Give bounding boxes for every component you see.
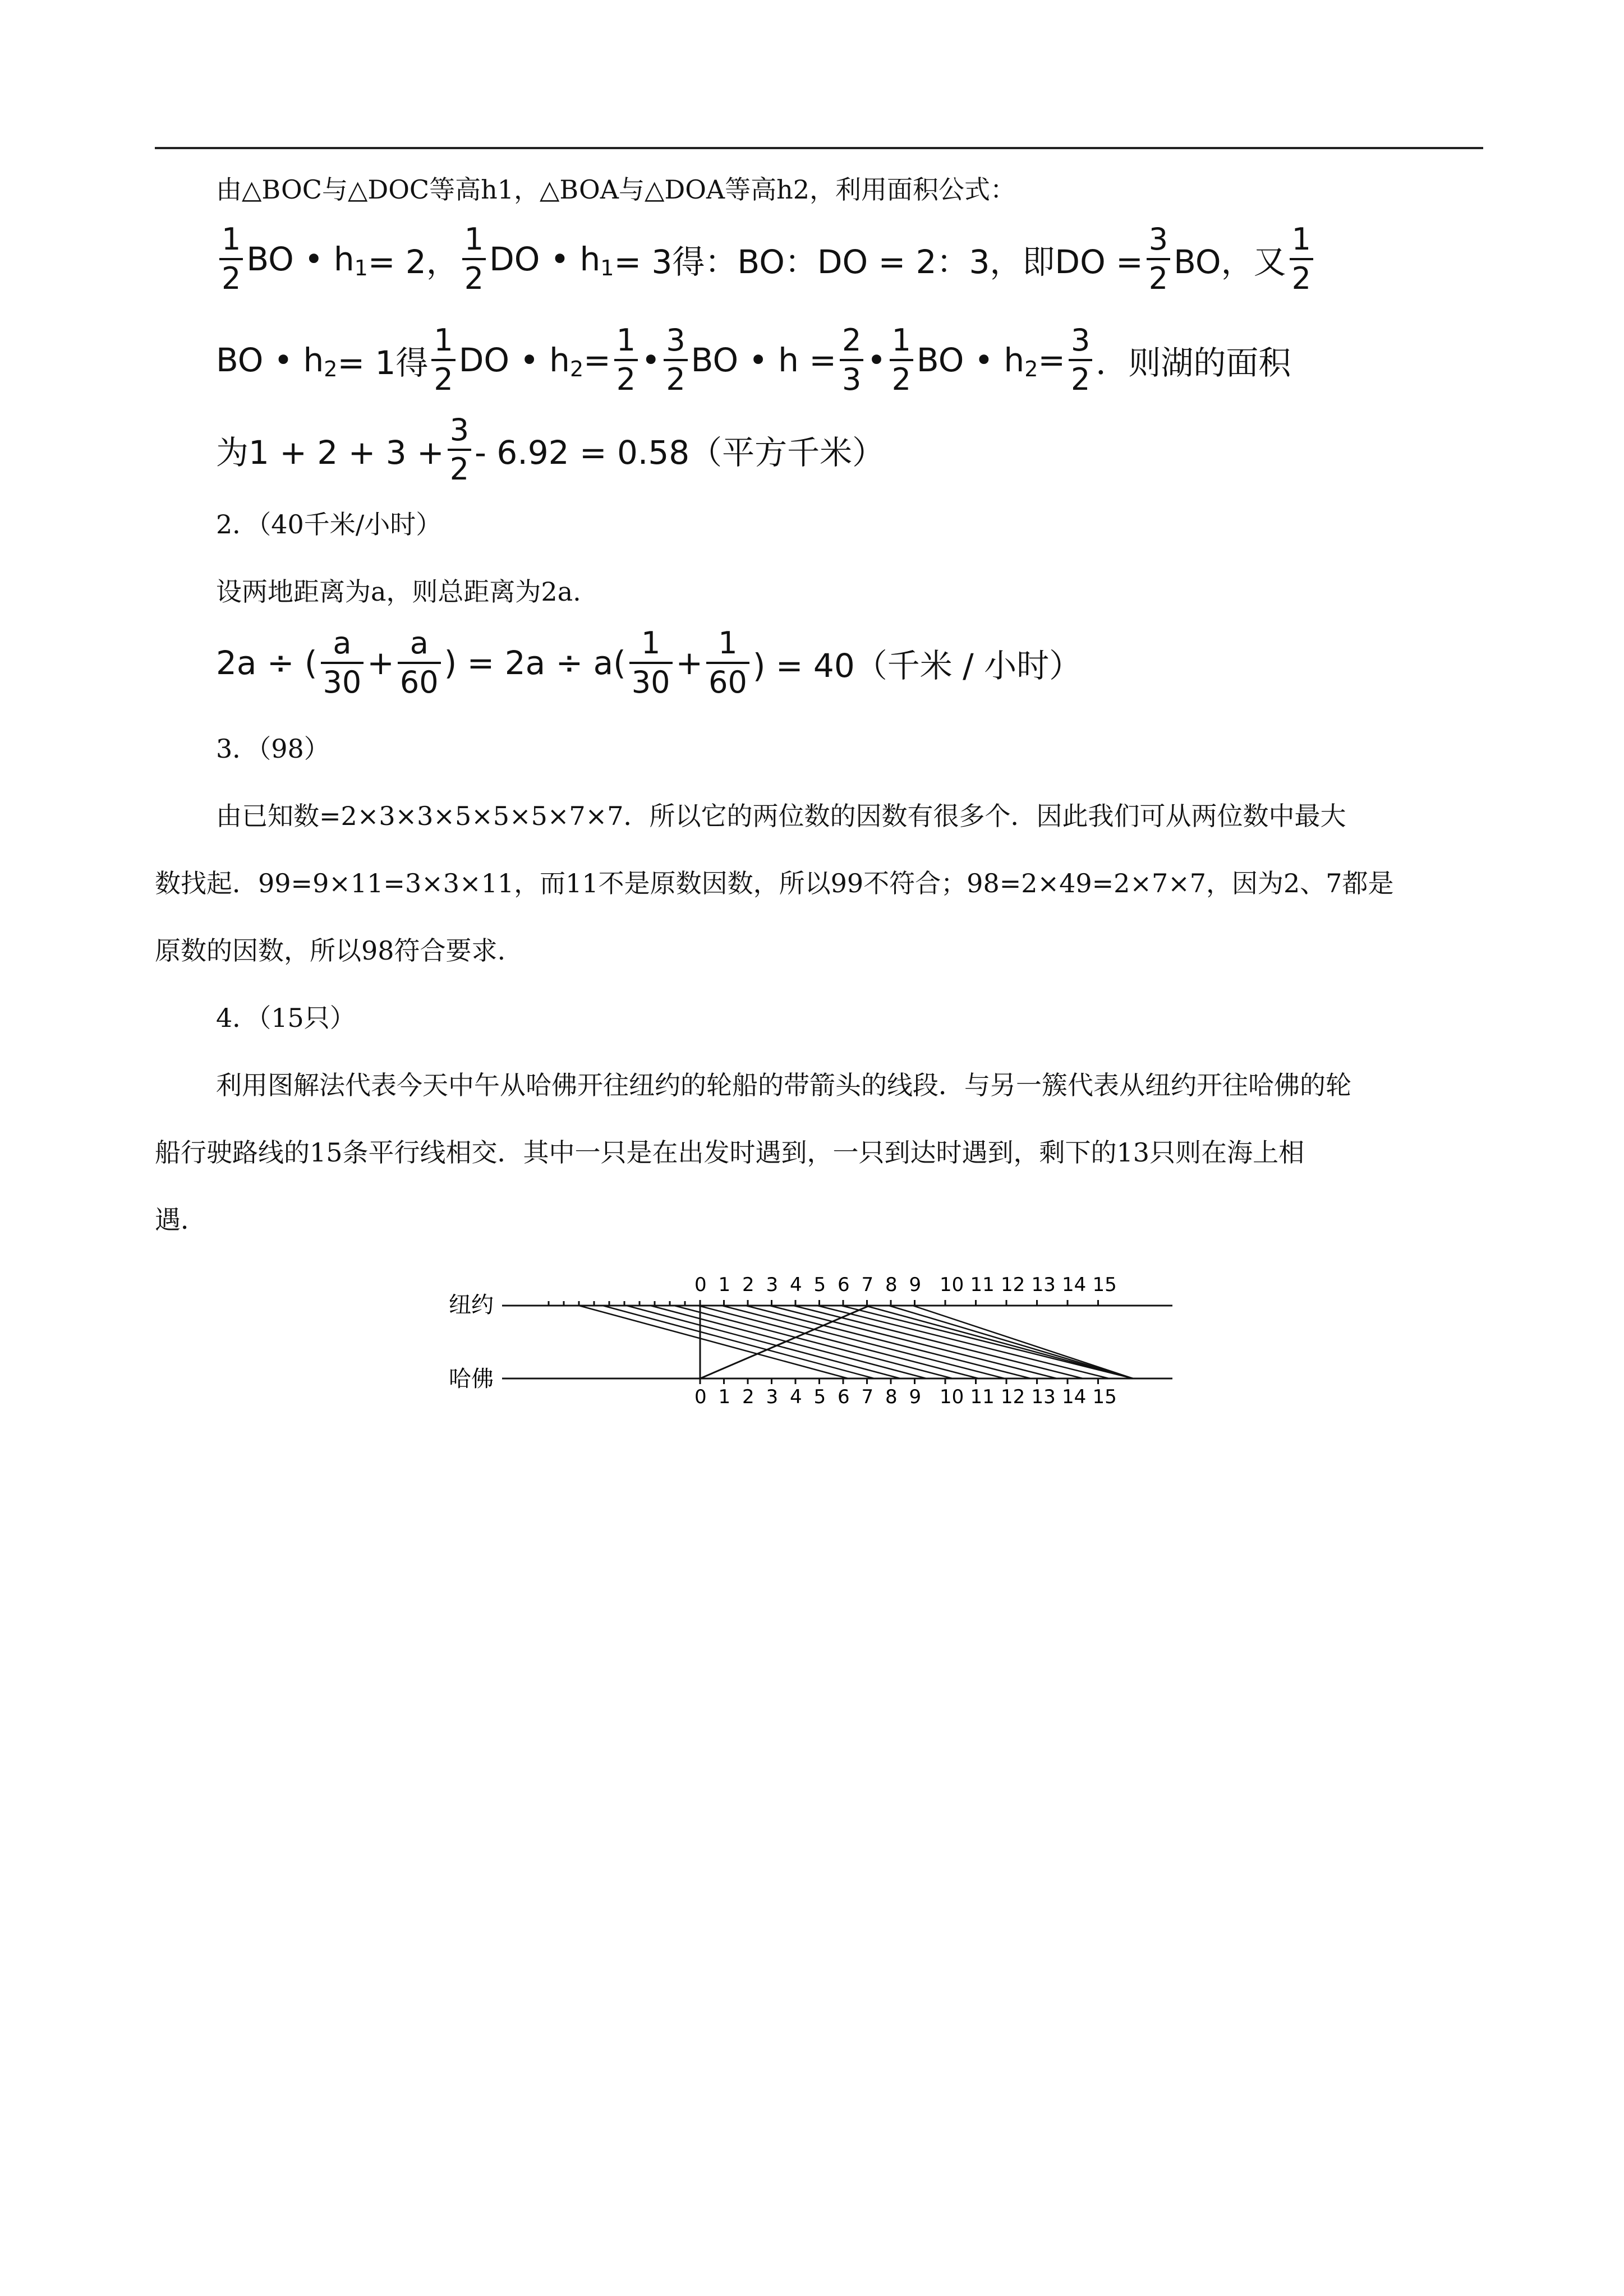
top-tick-label: 13	[1031, 1274, 1056, 1296]
math-line-1: $\frac{1}{2}$ BO • h 1 = 2， $\frac{1}{2}$ DO • h 1 = 3得：BO：DO = 2：3，即DO = $\frac{3}{2}$ BO，又 $\frac{1}{2}$	[216, 224, 1317, 294]
question-2-text: 设两地距离为a，则总距离为2a.	[216, 577, 581, 607]
text-line-area-intro: 由△BOC与△DOC等高h1，△BOA与△DOA等高h2，利用面积公式：	[216, 174, 1016, 205]
question-4-heading: 4．（15只）	[216, 1003, 356, 1033]
question-3-paragraph-line-2: 数找起．99=9×11=3×3×11，而11不是原数因数，所以99不符合；98=2×49=2×7×7，因为2、7都是	[155, 868, 1394, 898]
question-4-paragraph-line-2: 船行驶路线的15条平行线相交．其中一只是在出发时遇到，一只到达时遇到，剩下的13只则在海上相	[155, 1137, 1305, 1168]
top-tick-label: 3	[766, 1274, 779, 1296]
top-tick-label: 1	[718, 1274, 731, 1296]
label-harvard: 哈佛	[449, 1366, 494, 1392]
fraction: $\frac{3}{2}$	[1147, 224, 1170, 294]
math-line-3: 为1 + 2 + 3 + $\frac{3}{2}$ - 6.92 = 0.58（平方千米）	[216, 412, 885, 487]
label-new-york: 纽约	[449, 1292, 494, 1318]
bottom-tick-label: 15	[1092, 1386, 1117, 1408]
bottom-tick-label: 8	[885, 1386, 898, 1408]
bottom-tick-label: 14	[1062, 1386, 1087, 1408]
bottom-tick-label: 9	[909, 1386, 922, 1408]
bottom-tick-label: 2	[742, 1386, 755, 1408]
bottom-tick-label: 3	[766, 1386, 779, 1408]
ship-meeting-diagram	[438, 1256, 1189, 1424]
top-tick-label: 9	[909, 1274, 922, 1296]
bottom-tick-label: 10	[940, 1386, 964, 1408]
fraction: $\frac{1}{2}$	[462, 224, 486, 294]
ship-route-line	[865, 1306, 1133, 1378]
top-tick-label: 0	[694, 1274, 707, 1296]
top-tick-label: 10	[940, 1274, 964, 1296]
ship-route-line	[913, 1306, 1133, 1378]
top-tick-label: 5	[813, 1274, 826, 1296]
fraction: $\frac{1}{2}$	[1290, 224, 1313, 294]
bottom-tick-label: 6	[838, 1386, 850, 1408]
top-tick-label: 8	[885, 1274, 898, 1296]
top-tick-label: 14	[1062, 1274, 1087, 1296]
arrow-ship-line	[700, 1306, 869, 1378]
math-line-4: 2a ÷ ( $\frac{a}{30}$ + $\frac{a}{60}$ ) = 2a ÷ a( $\frac{1}{30}$ + $\frac{1}{60}$ ) = 40（千米 / 小时）	[216, 625, 1082, 700]
top-tick-label: 12	[1001, 1274, 1025, 1296]
top-tick-label: 11	[970, 1274, 995, 1296]
top-tick-label: 4	[790, 1274, 802, 1296]
top-tick-label: 15	[1092, 1274, 1117, 1296]
bottom-tick-label: 12	[1001, 1386, 1025, 1408]
fraction: $\frac{1}{2}$	[219, 224, 243, 294]
bottom-tick-label: 5	[813, 1386, 826, 1408]
math-line-2: BO • h 2 = 1得 $\frac{1}{2}$ DO • h 2 = $\frac{1}{2}$ • $\frac{3}{2}$ BO • h = $\frac{2}{3}$ • $\frac{1}{2}$ BO • h 2 = $\frac{3}{2}$ ．则湖的面积	[216, 322, 1291, 397]
bottom-tick-label: 11	[970, 1386, 995, 1408]
bottom-tick-label: 7	[861, 1386, 874, 1408]
top-tick-label: 7	[861, 1274, 874, 1296]
header-rule	[155, 147, 1483, 149]
bottom-tick-label: 4	[790, 1386, 802, 1408]
top-tick-label: 6	[838, 1274, 850, 1296]
bottom-tick-label: 13	[1031, 1386, 1056, 1408]
question-3-paragraph-line-1: 由已知数=2×3×3×5×5×5×7×7．所以它的两位数的因数有很多个．因此我们可从两位数中最大	[216, 801, 1346, 831]
question-2-heading: 2．（40千米/小时）	[216, 509, 442, 540]
question-3-paragraph-line-3: 原数的因数，所以98符合要求.	[155, 935, 506, 966]
question-3-heading: 3．（98）	[216, 734, 330, 764]
question-4-paragraph-line-3: 遇．	[155, 1205, 206, 1235]
bottom-tick-label: 1	[718, 1386, 731, 1408]
question-4-paragraph-line-1: 利用图解法代表今天中午从哈佛开往纽约的轮船的带箭头的线段．与另一簇代表从纽约开往哈佛的轮	[216, 1070, 1351, 1100]
top-tick-label: 2	[742, 1274, 755, 1296]
bottom-tick-label: 0	[694, 1386, 707, 1408]
